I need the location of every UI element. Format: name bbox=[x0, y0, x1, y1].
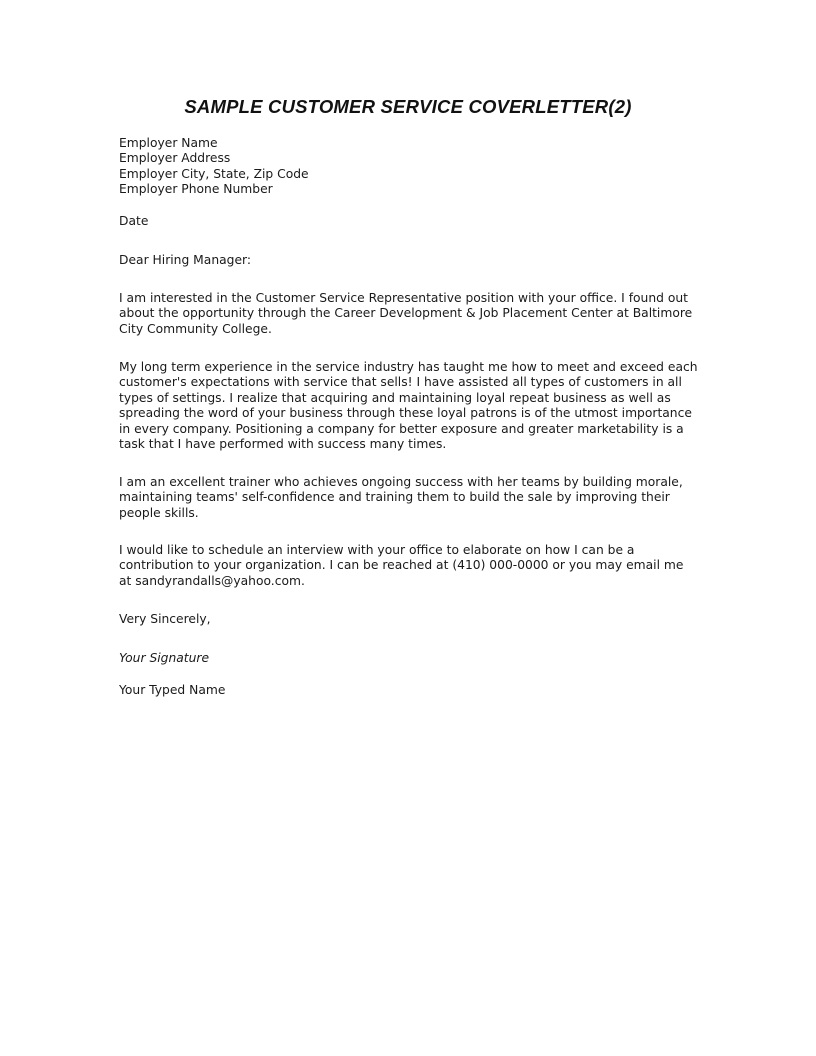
paragraph-line: in every company. Positioning a company for better exposure and greater marketability is a bbox=[119, 421, 684, 436]
typed-name-text: Your Typed Name bbox=[119, 683, 226, 697]
paragraph-line: people skills. bbox=[119, 505, 199, 520]
paragraph-line: I am an excellent trainer who achieves ongoing success with her teams by building morale, bbox=[119, 475, 683, 489]
paragraph-line: contribution to your organization. I can be reached at (410) 000-0000 or you may email me bbox=[119, 558, 684, 573]
employer-phone: Employer Phone Number bbox=[119, 182, 273, 197]
paragraph-line: I am interested in the Customer Service Representative position with your office. I found out bbox=[119, 291, 689, 305]
paragraph-line: at sandyrandalls@yahoo.com. bbox=[119, 573, 305, 588]
paragraph-intro bbox=[119, 291, 699, 337]
paragraph-line: maintaining teams' self-confidence and training them to build the sale by improving their bbox=[119, 490, 670, 505]
paragraph-trainer bbox=[119, 475, 699, 521]
salutation-text: Dear Hiring Manager: bbox=[119, 253, 252, 267]
paragraph-line: My long term experience in the service industry has taught me how to meet and exceed each bbox=[119, 360, 698, 374]
paragraph-line: about the opportunity through the Career Development & Job Placement Center at Baltimore bbox=[119, 306, 693, 321]
typed-name-line bbox=[119, 683, 699, 698]
paragraph-line: types of settings. I realize that acquiring and maintaining loyal repeat business as well as bbox=[119, 390, 671, 405]
employer-address-block bbox=[119, 136, 699, 198]
signature-text: Your Signature bbox=[119, 651, 210, 665]
paragraph-line: City Community College. bbox=[119, 321, 272, 336]
paragraph-line: I would like to schedule an interview with your office to elaborate on how I can be a bbox=[119, 543, 635, 557]
paragraph-experience bbox=[119, 360, 699, 452]
employer-address: Employer Address bbox=[119, 151, 231, 166]
employer-name: Employer Name bbox=[119, 136, 218, 150]
employer-city-state-zip: Employer City, State, Zip Code bbox=[119, 166, 309, 181]
date-text: Date bbox=[119, 214, 149, 228]
date-line bbox=[119, 214, 699, 229]
closing-line bbox=[119, 612, 699, 627]
salutation-line bbox=[119, 253, 699, 268]
closing-text: Very Sincerely, bbox=[119, 612, 211, 626]
signature-line bbox=[119, 651, 699, 666]
paragraph-interview bbox=[119, 543, 699, 589]
paragraph-line: spreading the word of your business through these loyal patrons is of the utmost importance bbox=[119, 406, 692, 421]
paragraph-line: task that I have performed with success many times. bbox=[119, 437, 447, 452]
page-title: SAMPLE CUSTOMER SERVICE COVERLETTER(2) bbox=[184, 96, 632, 117]
paragraph-line: customer's expectations with service that sells! I have assisted all types of customers in all bbox=[119, 375, 682, 390]
